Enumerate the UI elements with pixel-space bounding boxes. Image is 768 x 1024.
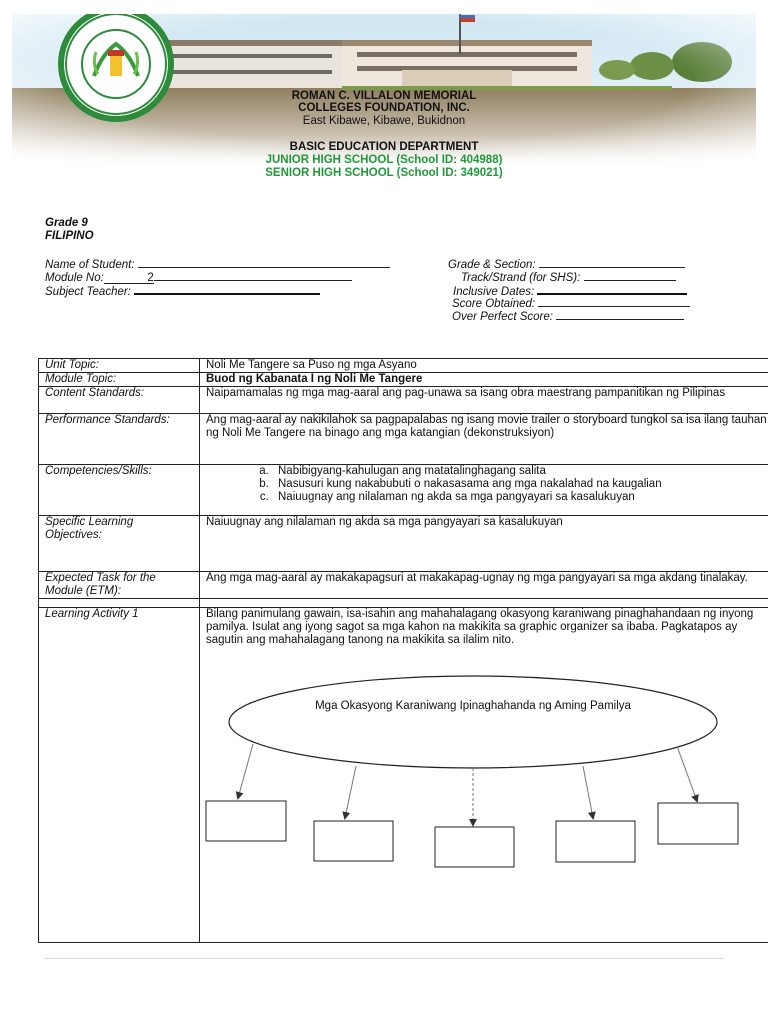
perfect-score-row bbox=[452, 308, 684, 323]
module-no-label: Module No: bbox=[45, 272, 104, 284]
table-row bbox=[39, 387, 768, 414]
track-field[interactable] bbox=[584, 269, 676, 281]
grade-section-label: Grade & Section: bbox=[448, 259, 536, 271]
arrow-5 bbox=[677, 746, 697, 801]
performance-standards-label: Performance Standards: bbox=[39, 414, 200, 465]
competencies-list bbox=[206, 465, 768, 504]
table-row bbox=[39, 359, 768, 373]
department-name: BASIC EDUCATION DEPARTMENT bbox=[289, 141, 479, 153]
etm-label: Expected Task for the Module (ETM): bbox=[39, 572, 200, 599]
table-row bbox=[39, 465, 768, 516]
answer-box-1[interactable] bbox=[206, 801, 286, 841]
competency-item: b. Nasusuri kung nakabubuti o nakasasama ang mga nakalahad na kaugalian bbox=[272, 478, 768, 491]
perfect-score-label: Over Perfect Score: bbox=[452, 311, 553, 323]
answer-box-3[interactable] bbox=[435, 827, 514, 867]
score-field[interactable] bbox=[538, 295, 690, 307]
module-topic-value: Buod ng Kabanata I ng Noli Me Tangere bbox=[200, 373, 768, 387]
subject-label: FILIPINO bbox=[45, 230, 94, 242]
grade-label: Grade 9 bbox=[45, 217, 88, 229]
unit-topic-value: Noli Me Tangere sa Puso ng mga Asyano bbox=[200, 359, 768, 373]
student-name-label: Name of Student: bbox=[45, 259, 135, 271]
content-standards-value: Naipamamalas ng mga mag-aaral ang pag-unawa sa isang obra maestrang pampanitikan ng Pilipinas bbox=[200, 387, 768, 414]
oval-title: Mga Okasyong Karaniwang Ipinaghahanda ng Aming Pamilya bbox=[315, 700, 631, 712]
table-row bbox=[39, 414, 768, 465]
spacer-cell bbox=[39, 599, 200, 608]
competencies-label: Competencies/Skills: bbox=[39, 465, 200, 516]
graphic-organizer bbox=[199, 670, 747, 950]
answer-box-4[interactable] bbox=[556, 821, 635, 862]
arrow-4 bbox=[583, 766, 593, 818]
perfect-score-field[interactable] bbox=[556, 308, 684, 320]
table-row bbox=[39, 572, 768, 599]
score-label: Score Obtained: bbox=[452, 298, 536, 310]
objectives-value: Naiuugnay ang nilalaman ng akda sa mga pangyayari sa kasalukuyan bbox=[200, 516, 768, 572]
spacer-cell bbox=[200, 599, 768, 608]
competency-item: a. Nabibigyang-kahulugan ang matatalinghagang salita bbox=[272, 465, 768, 478]
organizer-diagram bbox=[199, 670, 747, 950]
table-row bbox=[39, 516, 768, 572]
activity-instructions: Bilang panimulang gawain, isa-isahin ang mahahalagang okasyong karaniwang pinaghahandaan ng inyong pamilya. Isulat ang iyong sagot sa mga kahon na makikita sa graphic organizer sa ibaba. Pagkatapos ay sagutin ang mahahalagang tanong na makikita sa ilalim nito. bbox=[206, 608, 754, 646]
competencies-value bbox=[200, 465, 768, 516]
school-name-line1: ROMAN C. VILLALON MEMORIAL bbox=[291, 90, 477, 102]
school-address: East Kibawe, Kibawe, Bukidnon bbox=[302, 115, 466, 127]
school-name-line2: COLLEGES FOUNDATION, INC. bbox=[298, 102, 470, 114]
answer-box-2[interactable] bbox=[314, 821, 393, 861]
table-row bbox=[39, 373, 768, 387]
subject-teacher-field[interactable] bbox=[134, 282, 320, 295]
unit-topic-label: Unit Topic: bbox=[39, 359, 200, 373]
etm-value: Ang mga mag-aaral ay makakapagsuri at makakapag-ugnay ng mga pangyayari sa mga akdang tinalakay. bbox=[200, 572, 768, 599]
grade-section-field[interactable] bbox=[539, 256, 685, 268]
track-label: Track/Strand (for SHS): bbox=[461, 272, 581, 284]
module-no-underline bbox=[154, 269, 352, 281]
performance-standards-value: Ang mag-aaral ay nakikilahok sa pagpapalabas ng isang movie trailer o storyboard tungkol sa isa ilang tauhan ng Noli Me Tangere na binago ang mga katangian (dekonstruksiyon) bbox=[200, 414, 768, 465]
arrow-2 bbox=[345, 766, 356, 818]
student-name-field[interactable] bbox=[138, 256, 390, 268]
competency-item: c. Naiuugnay ang nilalaman ng akda sa mga pangyayari sa kasalukuyan bbox=[272, 491, 768, 504]
module-topic-label: Module Topic: bbox=[39, 373, 200, 387]
activity-label: Learning Activity 1 bbox=[39, 608, 200, 943]
answer-box-5[interactable] bbox=[658, 803, 738, 844]
module-no-value: 2 bbox=[147, 272, 154, 284]
shs-id: SENIOR HIGH SCHOOL (School ID: 349021) bbox=[265, 167, 503, 179]
dates-label: Inclusive Dates: bbox=[453, 286, 535, 298]
footer-divider bbox=[44, 958, 724, 959]
central-oval bbox=[229, 676, 717, 768]
dates-field[interactable] bbox=[537, 282, 687, 295]
jhs-id: JUNIOR HIGH SCHOOL (School ID: 404988) bbox=[265, 154, 503, 166]
subject-teacher-label: Subject Teacher: bbox=[45, 286, 131, 298]
subject-teacher-row bbox=[45, 282, 320, 298]
content-standards-label: Content Standards: bbox=[39, 387, 200, 414]
objectives-label: Specific Learning Objectives: bbox=[39, 516, 200, 572]
arrow-1 bbox=[238, 744, 253, 798]
table-row-spacer bbox=[39, 599, 768, 608]
